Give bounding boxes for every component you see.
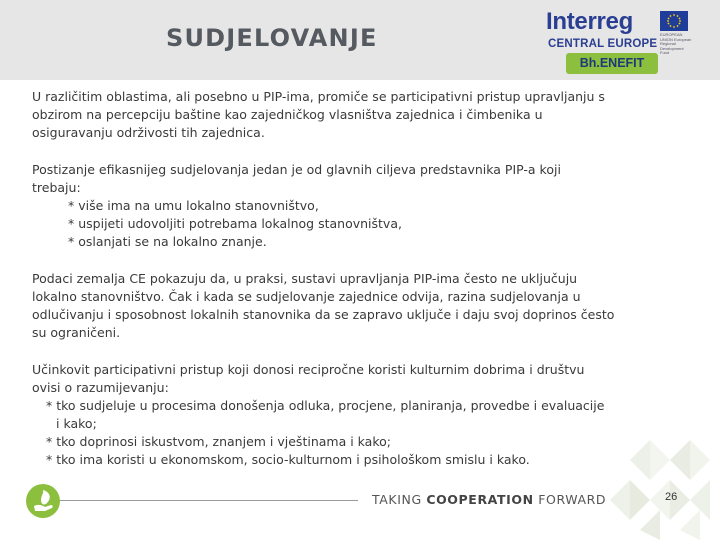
footer-divider: [60, 500, 358, 501]
bullet-item: * više ima na umu lokalno stanovništvo,: [68, 198, 319, 213]
leaf-hand-icon: [26, 484, 60, 518]
eu-funding-text: EUROPEAN UNION European Regional Development Fund: [660, 32, 692, 55]
bullet-item: * tko sudjeluje u procesima donošenja odluka, procjene, planiranja, provedbe i evaluacije: [46, 398, 605, 413]
slide-header: [0, 0, 720, 80]
logo-subtitle: CENTRAL EUROPE: [548, 38, 658, 50]
tagline-suffix: FORWARD: [533, 492, 607, 507]
paragraph-2: [32, 161, 683, 251]
paragraph-1: [32, 88, 683, 142]
project-badge: Bh.ENEFIT: [566, 53, 658, 74]
text-line: ovisi o razumijevanju:: [32, 380, 169, 395]
text-line: Učinkovit participativni pristup koji donosi recipročne koristi kulturnim dobrima i društvu: [32, 362, 585, 377]
tagline-bold: COOPERATION: [426, 492, 534, 507]
page-number: 26: [665, 491, 678, 503]
text-line: trebaju:: [32, 180, 81, 195]
text-line: U različitim oblastima, ali posebno u PIP-ima, promiče se participativni pristup upravljanju s: [32, 89, 605, 104]
logo-brand: Interreg: [546, 8, 633, 35]
text-line: osiguravanju održivosti tih zajednica.: [32, 125, 265, 140]
text-line: lokalno stanovništvo. Čak i kada se sudjelovanje zajednice odvija, razina sudjelovanja u: [32, 289, 581, 304]
tagline-prefix: TAKING: [372, 492, 427, 507]
text-line: Podaci zemalja CE pokazuju da, u praksi, sustavi upravljanja PIP-ima često ne uključuju: [32, 271, 578, 286]
slide-content: [32, 88, 683, 488]
text-line: obzirom na percepciju baštine kao zajedničkog vlasništva zajednica i čimbenika u: [32, 107, 543, 122]
paragraph-4: [32, 361, 683, 469]
interreg-logo: [546, 8, 692, 76]
bullet-continuation: i kako;: [56, 416, 97, 431]
paragraph-3: [32, 270, 683, 342]
decorative-triangles: [610, 420, 720, 540]
page-title: SUDJELOVANJE: [166, 24, 378, 52]
text-line: odlučivanju i sposobnost lokalnih stanovnika da se zapravo uključe i daju svoj doprinos često: [32, 307, 615, 322]
bullet-item: * uspijeti udovoljiti potrebama lokalnog stanovništva,: [68, 216, 402, 231]
text-line: su ograničeni.: [32, 325, 121, 340]
bullet-item: * tko doprinosi iskustvom, znanjem i vještinama i kako;: [46, 434, 391, 449]
bullet-item: * oslanjati se na lokalno znanje.: [68, 234, 267, 249]
footer-tagline: [372, 492, 606, 507]
text-line: Postizanje efikasnijeg sudjelovanja jedan je od glavnih ciljeva predstavnika PIP-a koji: [32, 162, 561, 177]
eu-flag-icon: [660, 11, 688, 31]
bullet-item: * tko ima koristi u ekonomskom, socio-kulturnom i psihološkom smislu i kako.: [46, 452, 530, 467]
